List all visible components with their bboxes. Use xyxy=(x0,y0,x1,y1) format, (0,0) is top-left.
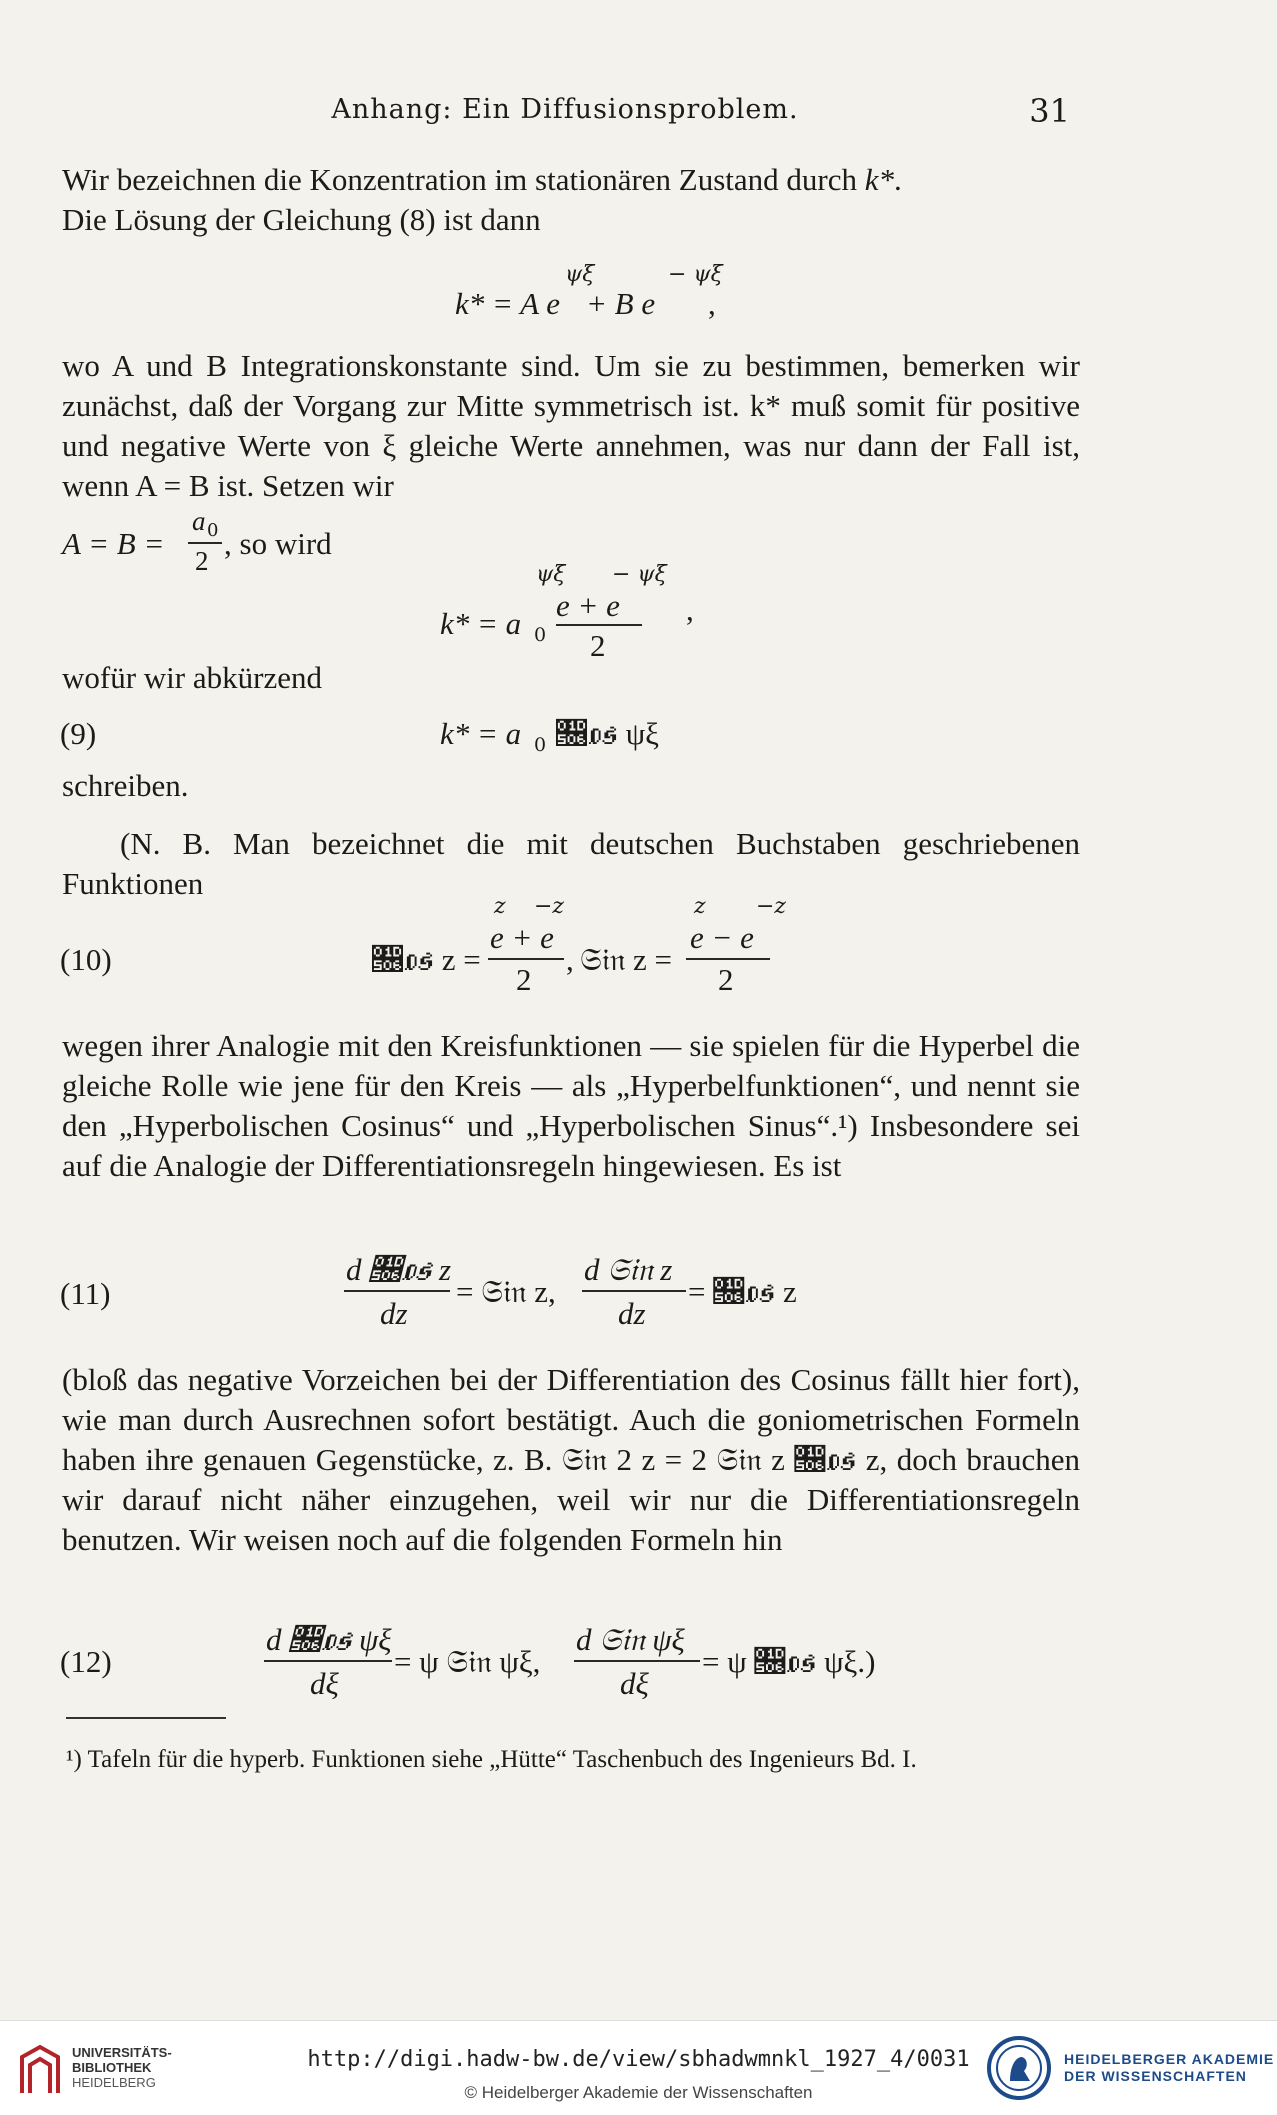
eq12-rhs2: = ψ 𝔆𝔬𝔰 ψξ.) xyxy=(702,1644,876,1679)
intro-line2: Die Lösung der Gleichung (8) ist dann xyxy=(62,202,541,237)
permalink-url[interactable]: http://digi.hadw-bw.de/view/sbhadwmnkl_1927_4/0031 xyxy=(307,2047,970,2072)
eq10-sin: 𝔖𝔦𝔫 z = xyxy=(580,942,673,977)
academy-seal-icon xyxy=(986,2035,1052,2101)
eq2-exp2: − ψξ xyxy=(612,562,667,587)
hdaw-line1: HEIDELBERGER AKADEMIE xyxy=(1064,2051,1275,2067)
paragraph-schreiben: schreiben. xyxy=(62,768,189,803)
ub-line2: BIBLIOTHEK xyxy=(72,2060,152,2075)
eq11-den2: dz xyxy=(618,1296,646,1331)
eq9-sub: 0 xyxy=(534,734,547,756)
equation-number-12: (12) xyxy=(60,1644,112,1679)
page-number: 31 xyxy=(1029,92,1070,130)
eq1-exp1: ψξ xyxy=(565,262,595,287)
intro-period: . xyxy=(894,162,902,197)
eq10-cos-den: 2 xyxy=(516,962,532,997)
eq10-sin-num: e − e xyxy=(690,920,754,955)
ab-num-sub: 0 xyxy=(207,520,219,541)
eq10-sin-exp2: −z xyxy=(756,894,787,919)
eq11-bar2 xyxy=(582,1290,686,1292)
equation-number-11: (11) xyxy=(60,1276,111,1311)
eq11-num2: d 𝔖𝔦𝔫 z xyxy=(584,1252,673,1287)
page-header xyxy=(60,92,1070,132)
equation-number-9: (9) xyxy=(60,716,97,751)
eq10-sin-bar xyxy=(686,958,770,960)
eq12-bar2 xyxy=(574,1660,700,1662)
eq12-rhs1: = ψ 𝔖𝔦𝔫 ψξ, xyxy=(394,1644,541,1679)
eq11-rhs1: = 𝔖𝔦𝔫 z, xyxy=(456,1274,556,1309)
eq2-end: , xyxy=(686,592,694,627)
eq9-rhs: 𝔆𝔬𝔰 ψξ xyxy=(556,716,659,751)
eq10-sin-exp1: z xyxy=(694,894,706,919)
eq12-bar1 xyxy=(264,1660,392,1662)
paragraph-abbrev: wofür wir abkürzend xyxy=(62,660,322,695)
eq10-cos-exp2: −z xyxy=(534,894,565,919)
ab-tail: , so wird xyxy=(224,526,332,561)
ub-line1: UNIVERSITÄTS- xyxy=(72,2045,172,2060)
eq2-lhs: k* = a xyxy=(440,606,522,641)
footnote-rule xyxy=(66,1717,226,1719)
eq12-den2: dξ xyxy=(620,1666,649,1701)
paragraph-analogy: wegen ihrer Analogie mit den Kreisfunktionen — sie spielen für die Hyperbel die gleiche Rolle wie jene für den Kreis — als „Hyperbelfunktionen“, und nennt sie den „Hyperbolischen Cosinus“ und „Hyperbolischen Sinus“.¹) Insbesondere sei auf die Analogie der Differentiationsregeln hingewiesen. Es ist xyxy=(62,1028,1080,1183)
eq2-num: e + e xyxy=(556,588,620,623)
eq11-bar1 xyxy=(344,1290,450,1292)
ab-num: a xyxy=(192,506,206,536)
academy-name xyxy=(1064,2051,1274,2085)
intro-var: k* xyxy=(864,162,895,197)
eq1-end: , xyxy=(708,286,716,321)
running-head: Anhang: Ein Diffusionsproblem. xyxy=(331,94,799,125)
viewer-footer xyxy=(0,2020,1277,2115)
eq9-lhs: k* = a xyxy=(440,716,522,751)
eq11-rhs2: = 𝔆𝔬𝔰 z xyxy=(688,1274,797,1309)
ab-den: 2 xyxy=(195,546,209,576)
eq2-sub: 0 xyxy=(534,624,547,646)
eq2-fraction-bar xyxy=(556,624,642,626)
eq11-den1: dz xyxy=(380,1296,408,1331)
ab-fraction-bar xyxy=(188,542,222,544)
paragraph-symmetry: wo A und B Integrationskonstante sind. Um sie zu bestimmen, bemerken wir zunächst, daß der Vorgang zur Mitte symmetrisch ist. k* muß somit für positive und negative Werte von ξ gleiche Werte annehmen, was nur dann der Fall ist, wenn A = B ist. Setzen wir xyxy=(62,348,1080,503)
eq2-den: 2 xyxy=(590,628,606,663)
eq1-lhs: k* = A e xyxy=(455,286,561,321)
eq12-den1: dξ xyxy=(310,1666,339,1701)
eq1-mid: + B e xyxy=(586,286,656,321)
paragraph-intro xyxy=(62,160,1080,240)
footnote: ¹) Tafeln für die hyperb. Funktionen siehe „Hütte“ Taschenbuch des Ingenieurs Bd. I. xyxy=(66,1746,917,1773)
eq2-exp1: ψξ xyxy=(536,562,566,587)
eq10-cos-exp1: z xyxy=(494,894,506,919)
eq12-num2: d 𝔖𝔦𝔫 ψξ xyxy=(576,1622,685,1657)
eq10-sep: , xyxy=(566,942,574,977)
equation-number-10: (10) xyxy=(60,942,112,977)
eq1-exp2: − ψξ xyxy=(668,262,723,287)
eq11-num1: d 𝔆𝔬𝔰 z xyxy=(346,1252,452,1287)
paragraph-nb: (N. B. Man bezeichnet die mit deutschen Buchstaben geschriebenen Funktionen xyxy=(62,826,1080,901)
eq10-sin-den: 2 xyxy=(718,962,734,997)
paragraph-goniometric: (bloß das negative Vorzeichen bei der Differentiation des Cosinus fällt hier fort), wie man durch Ausrechnen sofort bestätigt. Auch die goniometrischen Formeln haben ihre genauen Gegenstücke, z. B. 𝔖𝔦𝔫 2 z = 2 𝔖𝔦𝔫 z 𝔆𝔬𝔰 z, doch brauchen wir darauf nicht näher einzugehen, weil wir nur die Differentiationsregeln benutzen. Wir weisen noch auf die folgenden Formeln hin xyxy=(62,1362,1080,1557)
eq10-cos-num: e + e xyxy=(490,920,554,955)
eq10-cos-bar xyxy=(488,958,564,960)
hdaw-line2: DER WISSENSCHAFTEN xyxy=(1064,2068,1247,2084)
ub-line3: HEIDELBERG xyxy=(72,2075,156,2090)
eq12-num1: d 𝔆𝔬𝔰 ψξ xyxy=(266,1622,392,1657)
ab-lhs: A = B = xyxy=(62,526,165,561)
eq10-cos: 𝔆𝔬𝔰 z = xyxy=(372,942,481,977)
intro-line1: Wir bezeichnen die Konzentration im stationären Zustand durch xyxy=(62,162,865,197)
copyright-notice: © Heidelberger Akademie der Wissenschaften xyxy=(464,2083,813,2102)
